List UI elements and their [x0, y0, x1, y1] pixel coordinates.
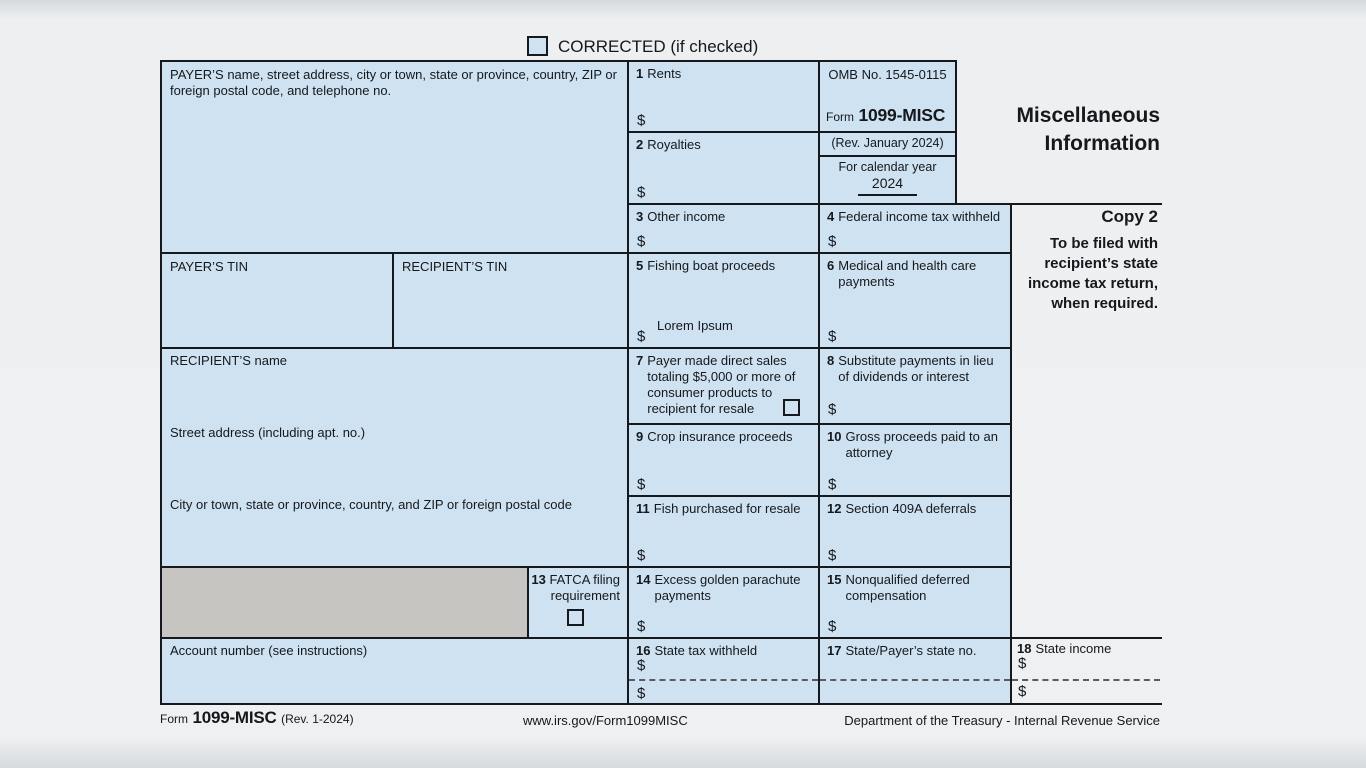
- form-bottom-border: [160, 703, 1162, 705]
- box-14-golden-parachute: [627, 566, 818, 637]
- box-4-label: Federal income tax withheld: [838, 209, 1001, 224]
- box-9-number: 9: [636, 429, 644, 444]
- box-10-number: 10: [827, 429, 842, 444]
- box-16-number: 16: [636, 643, 651, 658]
- account-number-label: Account number (see instructions): [170, 643, 368, 658]
- copy-panel-top-border: [1010, 203, 1162, 205]
- box-15-number: 15: [827, 572, 842, 587]
- copy-panel: [1012, 207, 1158, 314]
- box-1-dollar: $: [637, 112, 646, 129]
- calendar-year-label: For calendar year: [838, 160, 937, 174]
- footer-revision: (Rev. 1-2024): [281, 712, 354, 726]
- box-16-dollar-1: $: [637, 657, 646, 674]
- box-16-state-tax-withheld: [627, 637, 818, 703]
- recipient-tin-cell: [392, 252, 627, 347]
- box-17-state-payer-number: [818, 637, 1010, 703]
- form-title: Miscellaneous Information: [1016, 104, 1160, 155]
- omb-cell: [818, 60, 955, 131]
- box-6-medical-payments: [818, 252, 1010, 347]
- box-13-fatca: [527, 566, 627, 637]
- box-3-number: 3: [636, 209, 644, 224]
- recipient-address-cell: [160, 347, 627, 566]
- box-11-number: 11: [636, 501, 650, 516]
- box-11-fish-purchased: [627, 495, 818, 566]
- box-11-dollar: $: [637, 547, 646, 564]
- box-3-other-income: [627, 203, 818, 252]
- footer-irs-url: www.irs.gov/Form1099MISC: [523, 713, 688, 728]
- box-2-number: 2: [636, 137, 644, 152]
- box-13-number: 13: [531, 572, 546, 587]
- box-17-dashed-divider: [820, 679, 1010, 681]
- street-address-label: Street address (including apt. no.): [170, 425, 366, 440]
- box-7-direct-sales: [627, 347, 818, 423]
- form-number: 1099-MISC: [858, 105, 946, 125]
- box-10-label: Gross proceeds paid to an attorney: [845, 429, 998, 460]
- box-1-rents: [627, 60, 818, 131]
- revision-label: (Rev. January 2024): [831, 136, 944, 150]
- box-12-section-409a: [818, 495, 1010, 566]
- recipient-name-label: RECIPIENT’S name: [170, 353, 288, 368]
- box-8-substitute-payments: [818, 347, 1010, 423]
- box-18-state-income: [1010, 637, 1160, 703]
- payer-tin-label: PAYER’S TIN: [170, 259, 249, 274]
- box-14-dollar: $: [637, 618, 646, 635]
- calendar-year-value: 2024: [858, 176, 917, 196]
- box-15-dollar: $: [828, 618, 837, 635]
- box-9-label: Crop insurance proceeds: [647, 429, 793, 444]
- box-12-label: Section 409A deferrals: [845, 501, 977, 516]
- box-18-number: 18: [1017, 641, 1032, 656]
- box-12-dollar: $: [828, 547, 837, 564]
- box-1-label: Rents: [647, 66, 682, 81]
- box-7-label: Payer made direct sales totaling $5,000 or more of consumer products to recipient for resale: [647, 353, 796, 416]
- box-3-label: Other income: [647, 209, 726, 224]
- box-18-top-border: [1010, 637, 1162, 639]
- box-5-value: Lorem Ipsum: [657, 318, 733, 333]
- box-4-dollar: $: [828, 233, 837, 250]
- box-13-label: FATCA filing requirement: [549, 572, 620, 603]
- payer-info-label: PAYER’S name, street address, city or town, state or province, country, ZIP or foreign postal code, and telephone no.: [170, 67, 617, 98]
- box-8-label: Substitute payments in lieu of dividends or interest: [838, 353, 994, 384]
- footer-form-word: Form: [160, 712, 188, 726]
- corrected-checkbox[interactable]: [527, 36, 548, 56]
- omb-number: OMB No. 1545-0115: [828, 67, 947, 82]
- box-16-dashed-divider: [629, 679, 818, 681]
- city-label: City or town, state or province, country, and ZIP or foreign postal code: [170, 497, 572, 512]
- box-15-label: Nonqualified deferred compensation: [845, 572, 970, 603]
- revision-cell: [818, 131, 955, 155]
- box-16-dollar-2: $: [637, 685, 646, 702]
- box-14-label: Excess golden parachute payments: [654, 572, 801, 603]
- box-10-dollar: $: [828, 476, 837, 493]
- box-8-number: 8: [827, 353, 835, 368]
- box-5-number: 5: [636, 258, 644, 273]
- payer-info-cell: [160, 60, 627, 252]
- payer-tin-cell: [160, 252, 392, 347]
- box-2-label: Royalties: [647, 137, 701, 152]
- box-17-number: 17: [827, 643, 842, 658]
- box-5-label: Fishing boat proceeds: [647, 258, 776, 273]
- footer-agency: Department of the Treasury - Internal Revenue Service: [844, 713, 1160, 728]
- copy-label: Copy 2: [1101, 207, 1158, 226]
- box-3-dollar: $: [637, 233, 646, 250]
- box-4-federal-tax-withheld: [818, 203, 1010, 252]
- box-12-number: 12: [827, 501, 842, 516]
- box-6-number: 6: [827, 258, 835, 273]
- box-6-label: Medical and health care payments: [838, 258, 977, 289]
- box-18-dollar-1: $: [1018, 655, 1027, 672]
- direct-sales-checkbox[interactable]: [783, 399, 800, 416]
- fatca-checkbox[interactable]: [567, 609, 584, 626]
- box-10-gross-proceeds-attorney: [818, 423, 1010, 495]
- footer-form-number: 1099-MISC: [192, 708, 277, 727]
- box-17-label: State/Payer’s state no.: [845, 643, 977, 658]
- box-14-number: 14: [636, 572, 651, 587]
- footer-form-id: [160, 708, 354, 728]
- shaded-reserved-cell: [160, 566, 527, 637]
- corrected-label: CORRECTED (if checked): [558, 37, 759, 56]
- calendar-year-cell: [818, 155, 955, 203]
- box-8-dollar: $: [828, 401, 837, 418]
- box-11-label: Fish purchased for resale: [653, 501, 801, 516]
- box-5-fishing-boat-proceeds: [627, 252, 818, 347]
- box-6-dollar: $: [828, 328, 837, 345]
- border-right-upper: [955, 60, 957, 205]
- box-15-nonqualified-compensation: [818, 566, 1010, 637]
- box-1-number: 1: [636, 66, 644, 81]
- box-9-dollar: $: [637, 476, 646, 493]
- box-18-dollar-2: $: [1018, 683, 1027, 700]
- box-18-label: State income: [1035, 641, 1112, 656]
- recipient-tin-label: RECIPIENT’S TIN: [402, 259, 508, 274]
- box-7-number: 7: [636, 353, 644, 368]
- box-4-number: 4: [827, 209, 835, 224]
- box-16-label: State tax withheld: [654, 643, 758, 658]
- box-18-dashed-divider: [1012, 679, 1160, 681]
- account-number-cell: [160, 637, 627, 703]
- box-9-crop-insurance: [627, 423, 818, 495]
- copy-note: To be filed with recipient’s state income tax return, when required.: [1027, 235, 1158, 312]
- box-2-royalties: [627, 131, 818, 203]
- border-right-lower: [1010, 203, 1012, 705]
- form-word: Form: [826, 110, 854, 124]
- box-5-dollar: $: [637, 328, 646, 345]
- box-2-dollar: $: [637, 184, 646, 201]
